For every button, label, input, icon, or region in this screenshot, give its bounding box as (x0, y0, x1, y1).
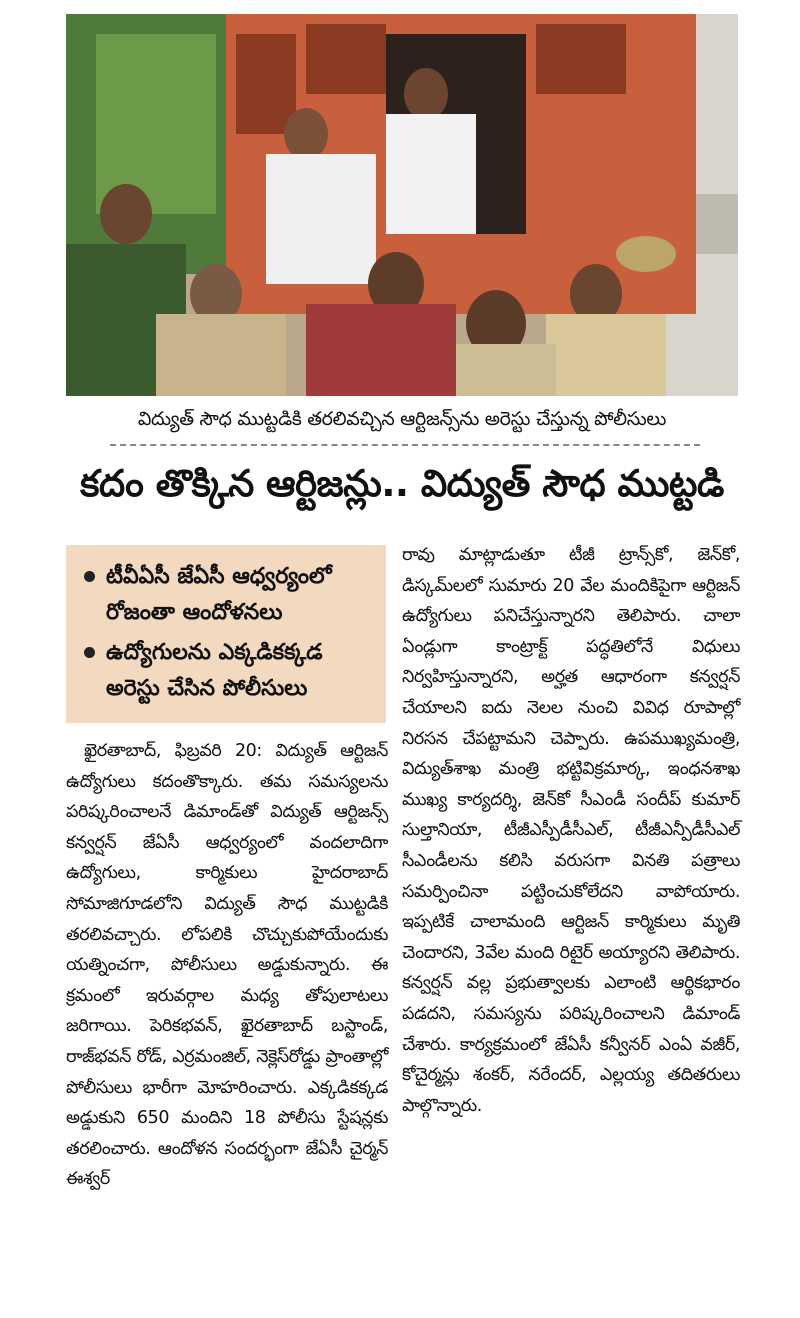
article-text-right: రావు మాట్లాడుతూ టీజీ ట్రాన్స్‌కో, జెన్‌కో, డిస్కమ్‌లలో సుమారు 20 వేల మందికిపైగా ఆర్టిజన్‌ ఉద్యోగులు పనిచేస్తున్నారని తెలిపారు. చాలా ఏండ్లుగా కాంట్రాక్ట్‌ పద్ధతిలోనే విధులు నిర్వహిస్తున్నారని, అర్హత ఆధారంగా కన్వర్షన్‌ చేయాలని ఐదు నెలల నుంచి వివిధ రూపాల్లో నిరసన చేపట్టామని చెప్పారు. ఉపముఖ్యమంత్రి, విద్యుత్‌శాఖ మంత్రి భట్టివిక్రమార్క, ఇంధనశాఖ ముఖ్య కార్యదర్శి, జెన్‌కో సీఎండీ సందీప్‌ కుమార్‌ సుల్తానియా, టీజీఎస్పీడీసీఎల్‌, టీజీఎన్పీడీసీఎల్‌ సీఎండీలను కలిసి వరుసగా వినతి పత్రాలు సమర్పించినా పట్టించుకోలేదని వాపోయారు. ఇప్పటికే చాలామంది ఆర్టిజన్‌ కార్మికులు మృతి చెందారని, 3వేల మంది రిటైర్‌ అయ్యారని తెలిపారు. కన్వర్షన్‌ వల్ల ప్రభుత్వాలకు ఎలాంటి ఆర్థికభారం పడదని, సమస్యను పరిష్కరించాలని డిమాండ్‌ చేశారు. కార్యక్రమంలో జేఏసీ కన్వీనర్‌ ఎంఏ వజీర్‌, కోచైర్మన్లు శంకర్‌, నరేందర్‌, ఎల్లయ్య తదితరులు పాల్గొన్నారు. (402, 545, 740, 1116)
summary-box (66, 545, 386, 723)
photo-caption: విద్యుత్‌ సౌధ ముట్టడికి తరలివచ్చిన ఆర్టిజన్స్‌ను అరెస్టు చేస్తున్న పోలీసులు (137, 408, 667, 430)
article-column-right (402, 540, 740, 1121)
protest-arrest-photo-icon (66, 14, 738, 396)
article-text-left: ఖైరతాబాద్‌, ఫిబ్రవరి 20: విద్యుత్‌ ఆర్టిజన్‌ ఉద్యోగులు కదంతొక్కారు. తమ సమస్యలను పరిష్కరించాలనే డిమాండ్‌తో విద్యుత్‌ ఆర్టిజన్స్‌ కన్వర్షన్‌ జేఏసీ ఆధ్వర్యంలో వందలాదిగా ఉద్యోగులు, కార్మికులు హైదరాబాద్‌ సోమాజిగూడలోని విద్యుత్‌ సౌధ ముట్టడికి తరలివచ్చారు. లోపలికి చొచ్చుకుపోయేందుకు యత్నించగా, పోలీసులు అడ్డుకున్నారు. ఈ క్రమంలో ఇరువర్గాల మధ్య తోపులాటలు జరిగాయి. పెరికభవన్‌, ఖైరతాబాద్‌ బస్టాండ్‌, రాజ్‌భవన్‌ రోడ్‌, ఎర్రమంజిల్‌, నెక్లెస్‌రోడ్డు ప్రాంతాల్లో పోలీసులు భారీగా మోహరించారు. ఎక్కడికక్కడ అడ్డుకుని 650 మందిని 18 పోలీసు స్టేషన్లకు తరలించారు. ఆందోళన సందర్భంగా జేఏసీ చైర్మన్‌ ఈశ్వర్‌ (66, 741, 388, 1190)
news-photo (66, 14, 738, 396)
summary-point: ఉద్యోగులను ఎక్కడికక్కడ అరెస్టు చేసిన పోలీసులు (84, 635, 374, 707)
article-headline: కదం తొక్కిన ఆర్టిజన్లు.. విద్యుత్‌ సౌధ ముట్టడి (80, 462, 724, 505)
caption-divider (110, 444, 700, 446)
article-column-left (66, 736, 388, 1195)
summary-point: టీవీఏసీ జేఏసీ ఆధ్వర్యంలో రోజంతా ఆందోళనలు (84, 559, 374, 631)
